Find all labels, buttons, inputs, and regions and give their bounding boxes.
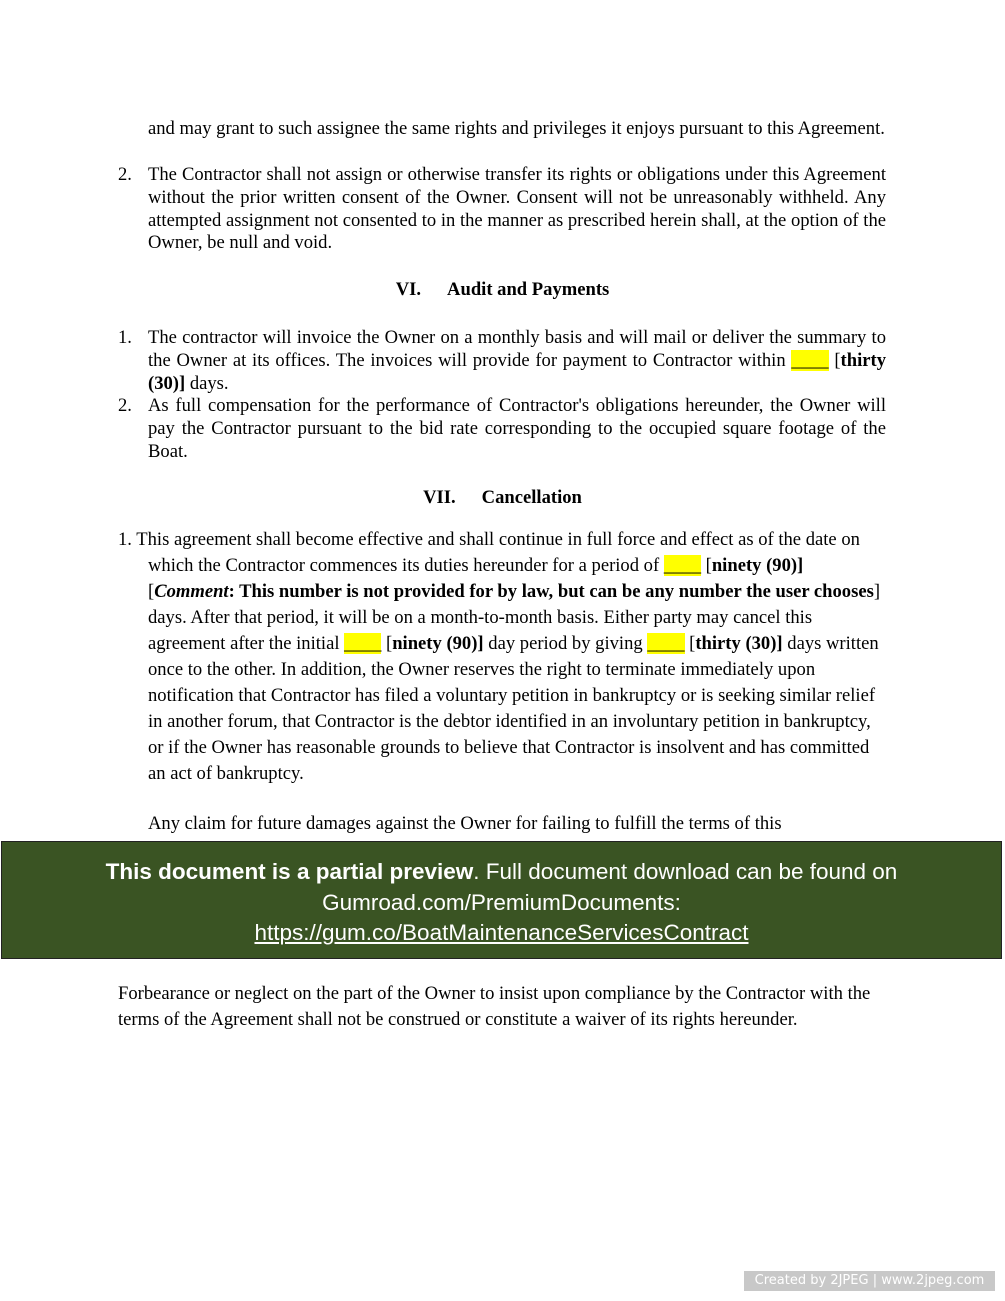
blank-field[interactable]: ____ — [791, 349, 829, 371]
bold-term: thirty (30)] — [695, 633, 783, 654]
section-vi-title: Audit and Payments — [447, 279, 610, 300]
text: [ — [684, 633, 696, 654]
text: [ — [828, 349, 841, 371]
banner-text: . Full document download can be found on Gumroad.com/PremiumDocuments: — [322, 859, 898, 915]
blank-field[interactable]: ____ — [647, 633, 685, 654]
comment-text: : This number is not provided for by law, but can be any number the user chooses — [228, 581, 874, 602]
text: ] days. After that period, it will be on a month-to-month basis. Either party may cancel this agreement after the initial — [148, 581, 881, 654]
section-vii-title: Cancellation — [481, 487, 582, 508]
section-vi-item1 — [148, 327, 886, 395]
section-vi-roman: VI. — [395, 279, 422, 300]
section-vii-item1 — [118, 527, 888, 787]
bold-term: thirty (30)] — [148, 349, 886, 394]
section-vi-heading — [0, 279, 1005, 301]
comment-label: Comment — [154, 581, 229, 602]
bold-term: ninety (90)] — [392, 633, 484, 654]
download-link[interactable]: https://gum.co/BoatMaintenanceServicesContract — [254, 920, 749, 945]
section-vi-item2: As full compensation for the performance of Contractor's obligations hereunder, the Owner will pay the Contractor pursuant to the bid rate corresponding to the occupied square footage of the Boat. — [148, 395, 886, 462]
section-vi-item1-number: 1. — [118, 327, 132, 348]
text: [ — [701, 555, 712, 576]
text: [ — [381, 633, 393, 654]
claim-paragraph: Any claim for future damages against the Owner for failing to fulfill the terms of this — [148, 813, 782, 834]
text: The contractor will invoice the Owner on a monthly basis and will mail or deliver the summary to the Owner at its offices. The invoices will provide for payment to Contractor within — [148, 327, 886, 371]
forbearance-paragraph: Forbearance or neglect on the part of the Owner to insist upon compliance by the Contractor with the terms of the Agreement shall not be construed or constitute a waiver of its rights hereunder. — [118, 983, 871, 1030]
preview-banner — [1, 841, 1002, 959]
section-v-item2-number: 2. — [118, 164, 132, 185]
text: [ — [148, 581, 155, 602]
text: days. — [185, 372, 229, 394]
section-v-item1-continuation: and may grant to such assignee the same rights and privileges it enjoys pursuant to this Agreement. — [148, 118, 885, 139]
banner-bold-text: This document is a partial preview — [105, 859, 474, 884]
bold-term: ninety (90)] — [711, 555, 804, 576]
watermark: Created by 2JPEG | www.2jpeg.com — [744, 1271, 995, 1291]
blank-field[interactable]: ____ — [663, 555, 701, 576]
section-vii-heading — [0, 487, 1005, 509]
section-vi-item2-number: 2. — [118, 395, 132, 416]
section-v-item2: The Contractor shall not assign or otherwise transfer its rights or obligations under this Agreement without the prior written consent of the Owner. Consent will not be unreasonably withheld. Any attempted assignment not consented to in the manner as prescribed herein shall, at the option of the Owner, be null and void. — [148, 164, 886, 254]
text: days written once to the other. In addition, the Owner reserves the right to terminate immediately upon notification that Contractor has filed a voluntary petition in bankruptcy or is seeking similar relief in another forum, that Contractor is the debtor identified in an involuntary petition in bankruptcy, or if the Owner has reasonable grounds to believe that Contractor is insolvent and has committed an act of bankruptcy. — [148, 633, 879, 784]
section-vii-roman: VII. — [423, 487, 456, 508]
blank-field[interactable]: ____ — [344, 633, 382, 654]
text: day period by giving — [483, 633, 648, 654]
text: 1. This agreement shall become effective and shall continue in full force and effect as of the date on which the Contractor commences its duties hereunder for a period of — [118, 529, 860, 576]
